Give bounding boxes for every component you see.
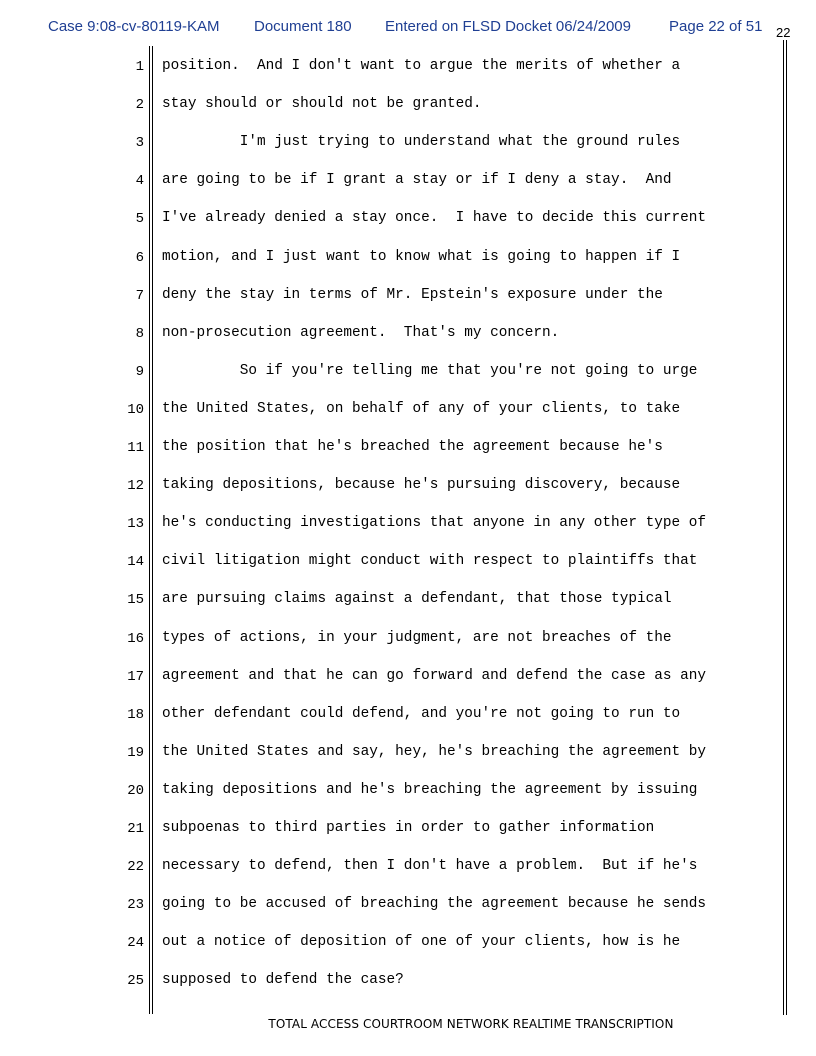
footer — [0, 1017, 816, 1031]
line-number: 2 — [135, 97, 144, 114]
line-number: 20 — [127, 782, 144, 799]
transcript-line: I'm just trying to understand what the ground rules — [162, 134, 681, 151]
transcript-line: I've already denied a stay once. I have to decide this current — [162, 210, 707, 227]
transcript-line: non-prosecution agreement. That's my concern. — [162, 324, 560, 341]
line-number: 23 — [127, 897, 144, 914]
left-margin-rule — [149, 46, 150, 1014]
transcript-line: supposed to defend the case? — [162, 972, 404, 989]
line-number: 18 — [127, 706, 144, 723]
transcript-line: going to be accused of breaching the agreement because he sends — [162, 896, 707, 913]
transcript-line: necessary to defend, then I don't have a problem. But if he's — [162, 858, 698, 875]
transcript-line: taking depositions, because he's pursuing discovery, because — [162, 477, 681, 494]
footer-text: TOTAL ACCESS COURTROOM NETWORK REALTIME TRANSCRIPTION — [268, 1017, 674, 1031]
line-number: 10 — [127, 401, 144, 418]
line-number: 1 — [135, 59, 144, 75]
line-number: 13 — [127, 516, 144, 533]
transcript-line: the United States, on behalf of any of your clients, to take — [162, 400, 681, 417]
left-margin-rule-inner — [152, 46, 153, 1014]
right-margin-rule — [783, 40, 784, 1015]
line-number: 4 — [135, 173, 144, 190]
line-number: 19 — [127, 744, 144, 761]
line-number: 8 — [135, 325, 144, 342]
line-number: 3 — [135, 135, 144, 152]
transcript-page-number: 22 — [776, 25, 791, 40]
transcript-line: stay should or should not be granted. — [162, 96, 482, 113]
line-number: 6 — [135, 249, 144, 266]
transcript-line: position. And I don't want to argue the merits of whether a — [162, 58, 681, 74]
line-number: 17 — [127, 668, 144, 685]
transcript-line: deny the stay in terms of Mr. Epstein's exposure under the — [162, 286, 663, 303]
docket-entry-date: Entered on FLSD Docket 06/24/2009 — [385, 18, 631, 35]
transcript-line: he's conducting investigations that anyone in any other type of — [162, 515, 707, 532]
transcript-line: subpoenas to third parties in order to gather information — [162, 820, 655, 836]
transcript-line: types of actions, in your judgment, are not breaches of the — [162, 629, 672, 646]
line-number: 21 — [127, 821, 144, 837]
transcript-line: agreement and that he can go forward and defend the case as any — [162, 667, 707, 684]
line-number: 12 — [127, 478, 144, 495]
transcript-line: motion, and I just want to know what is going to happen if I — [162, 248, 681, 265]
line-number: 16 — [127, 630, 144, 647]
line-number: 9 — [135, 363, 144, 380]
transcript-line: out a notice of deposition of one of your clients, how is he — [162, 934, 681, 951]
line-number: 24 — [127, 935, 144, 952]
line-number: 14 — [127, 554, 144, 571]
line-number: 15 — [127, 592, 144, 609]
transcript-line: the United States and say, hey, he's breaching the agreement by — [162, 743, 707, 760]
transcript-line: other defendant could defend, and you're not going to run to — [162, 705, 681, 722]
line-number: 7 — [135, 287, 144, 304]
right-margin-rule-inner — [786, 40, 787, 1015]
docket-header — [48, 18, 791, 42]
case-number: Case 9:08-cv-80119-KAM — [48, 18, 220, 35]
transcript-line: are going to be if I grant a stay or if I deny a stay. And — [162, 172, 672, 189]
page-count: Page 22 of 51 — [669, 18, 763, 35]
transcript-line: So if you're telling me that you're not going to urge — [162, 362, 698, 379]
transcript-line: taking depositions and he's breaching the agreement by issuing — [162, 781, 698, 798]
transcript-line: the position that he's breached the agreement because he's — [162, 439, 663, 455]
line-number: 22 — [127, 859, 144, 876]
transcript-line: are pursuing claims against a defendant, that those typical — [162, 591, 672, 608]
document-number: Document 180 — [254, 18, 352, 35]
transcript-line: civil litigation might conduct with respect to plaintiffs that — [162, 553, 698, 570]
line-number: 5 — [135, 211, 144, 228]
line-number: 25 — [127, 973, 144, 990]
line-number: 11 — [127, 440, 144, 456]
